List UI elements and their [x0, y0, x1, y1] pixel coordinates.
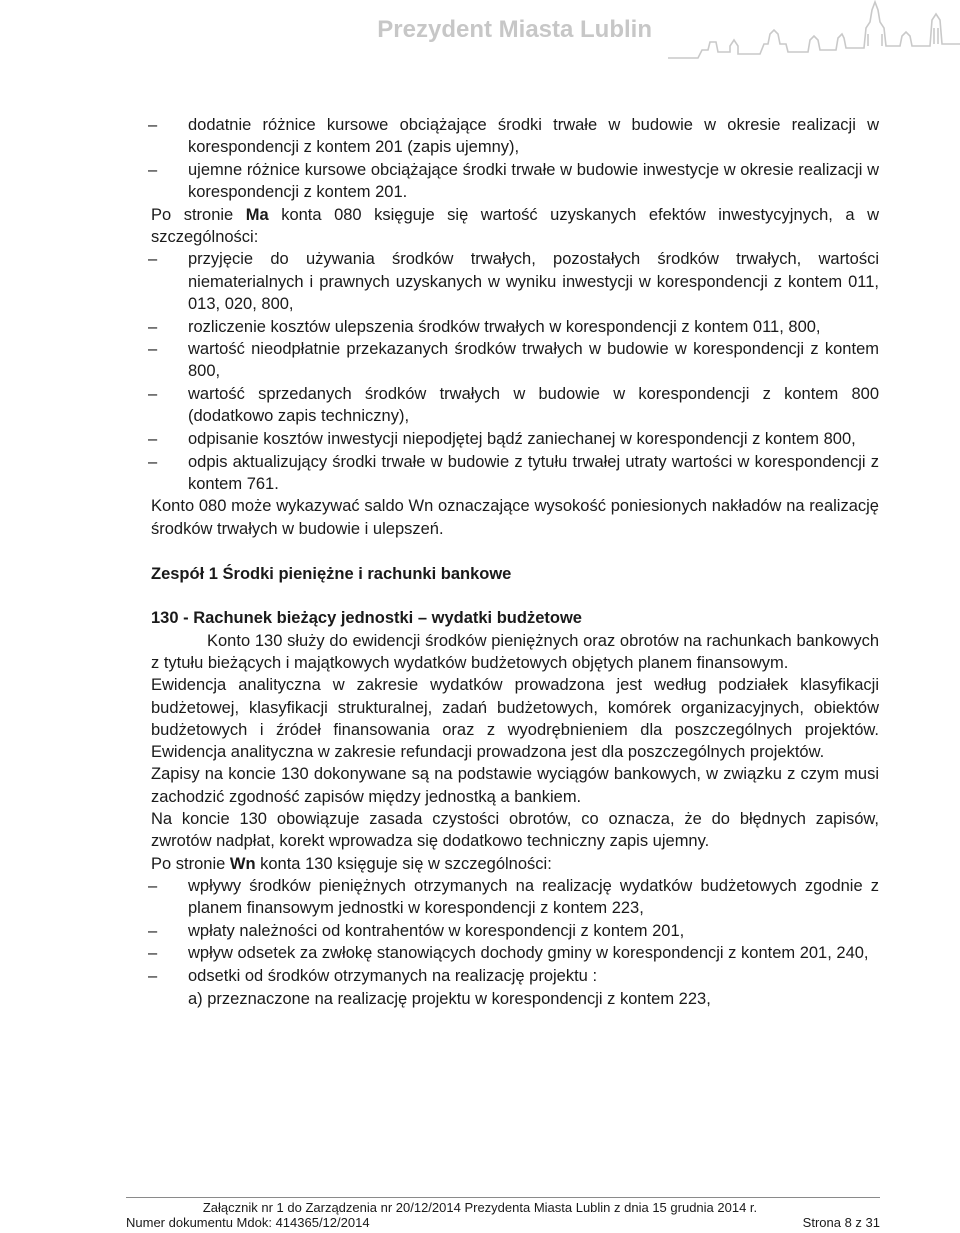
footer-page-number: Strona 8 z 31	[802, 1215, 880, 1230]
list-item: – wpływy środków pieniężnych otrzymanych na realizację wydatków budżetowych zgodnie z planem finansowym jednostki w korespondencji z kontem 223,	[148, 876, 879, 918]
list-item: – wartość sprzedanych środków trwałych w budowie w korespondencji z kontem 800 (dodatkowo zapis techniczny),	[148, 385, 879, 426]
list-item: – wartość nieodpłatnie przekazanych środków trwałych w budowie w korespondencji z kontem 800,	[148, 340, 879, 381]
footer	[126, 1215, 880, 1230]
bullet-dash: –	[148, 429, 158, 448]
bullet-dash: –	[148, 250, 158, 269]
bullet-dash: –	[148, 876, 158, 895]
paragraph: Na koncie 130 obowiązuje zasada czystości obrotów, co oznacza, że do błędnych zapisów, zwrotów nadpłat, korekt wprowadza się dodatkowo techniczny zapis ujemny.	[151, 809, 879, 851]
list-item: – ujemne różnice kursowe obciążające środki trwałe w budowie inwestycje w okresie realizacji w korespondencji z kontem 201.	[148, 160, 879, 202]
paragraph: Konto 130 służy do ewidencji środków pieniężnych oraz obrotów na rachunkach bankowych z tytułu bieżących i majątkowych wydatków budżetowych objętych planem finansowym.	[151, 631, 879, 672]
list-item: – wpływ odsetek za zwłokę stanowiących dochody gminy w korespondencji z kontem 201, 240,	[151, 942, 879, 964]
footer-attachment-note: Załącznik nr 1 do Zarządzenia nr 20/12/2014 Prezydenta Miasta Lublin z dnia 15 grudnia 2014 r.	[202, 1200, 758, 1215]
wn-intro: Po stronie Wn konta 130 księguje się w szczególności:	[151, 854, 552, 873]
ma-intro: Po stronie Ma konta 080 księguje się wartość uzyskanych efektów inwestycyjnych, a w szczególności:	[151, 205, 880, 247]
bullet-dash: –	[148, 385, 158, 404]
list-item: – rozliczenie kosztów ulepszenia środków trwałych w korespondencji z kontem 011, 800,	[151, 316, 879, 338]
document-body	[148, 114, 880, 1010]
section-title: Zespół 1 Środki pieniężne i rachunki bankowe	[151, 565, 512, 584]
list-item: – wpłaty należności od kontrahentów w korespondencji z kontem 201,	[151, 920, 879, 942]
footer-divider	[126, 1197, 880, 1198]
lublin-skyline-logo	[668, 0, 960, 64]
subsection-title: 130 - Rachunek bieżący jednostki – wydatki budżetowe	[151, 609, 582, 628]
list-item: – dodatnie różnice kursowe obciążające środki trwałe w budowie w okresie realizacji w korespondencji z kontem 201 (zapis ujemny),	[148, 116, 879, 157]
paragraph: Ewidencja analityczna w zakresie wydatków prowadzona jest według podziałek klasyfikacji budżetowej, klasyfikacji strukturalnej, zadań budżetowych, komórek organizacyjnych, obiektów budżetowych i źródeł finansowania oraz z wyodrębnieniem dla poszczególnych projektów. Ewidencja analityczna w zakresie refundacji prowadzona jest dla poszczególnych projektów.	[151, 676, 879, 762]
list-sub-item: a) przeznaczone na realizację projektu w korespondencji z kontem 223,	[188, 989, 711, 1008]
bullet-dash: –	[148, 921, 158, 940]
bullet-dash: –	[148, 317, 158, 336]
list-item: – odpis aktualizujący środki trwałe w budowie z tytułu trwałej utraty wartości w korespondencji z kontem 761.	[148, 452, 879, 493]
bullet-dash: –	[148, 116, 158, 134]
bullet-dash: –	[148, 340, 158, 359]
footer-document-number: Numer dokumentu Mdok: 414365/12/2014	[126, 1215, 370, 1230]
header-title: Prezydent Miasta Lublin	[377, 16, 652, 43]
bullet-dash: –	[148, 966, 158, 985]
konto-080-paragraph: Konto 080 może wykazywać saldo Wn oznaczające wysokość poniesionych nakładów na realizację środków trwałych w budowie i ulepszeń.	[151, 497, 879, 538]
list-item: – przyjęcie do używania środków trwałych, pozostałych środków trwałych, wartości niematerialnych i prawnych uzyskanych w wyniku inwestycji w korespondencji z kontem 011, 013, 020, 800,	[148, 250, 879, 313]
bullet-dash: –	[148, 944, 158, 963]
paragraph: Zapisy na koncie 130 dokonywane są na podstawie wyciągów bankowych, w związku z czym musi zachodzić zgodność zapisów między jednostką a bankiem.	[151, 765, 879, 806]
bullet-dash: –	[148, 160, 158, 179]
list-item: – odpisanie kosztów inwestycji niepodjętej bądź zaniechanej w korespondencji z kontem 800,	[151, 428, 879, 450]
bullet-dash: –	[148, 452, 158, 471]
list-item: – odsetki od środków otrzymanych na realizację projektu :	[151, 965, 879, 987]
